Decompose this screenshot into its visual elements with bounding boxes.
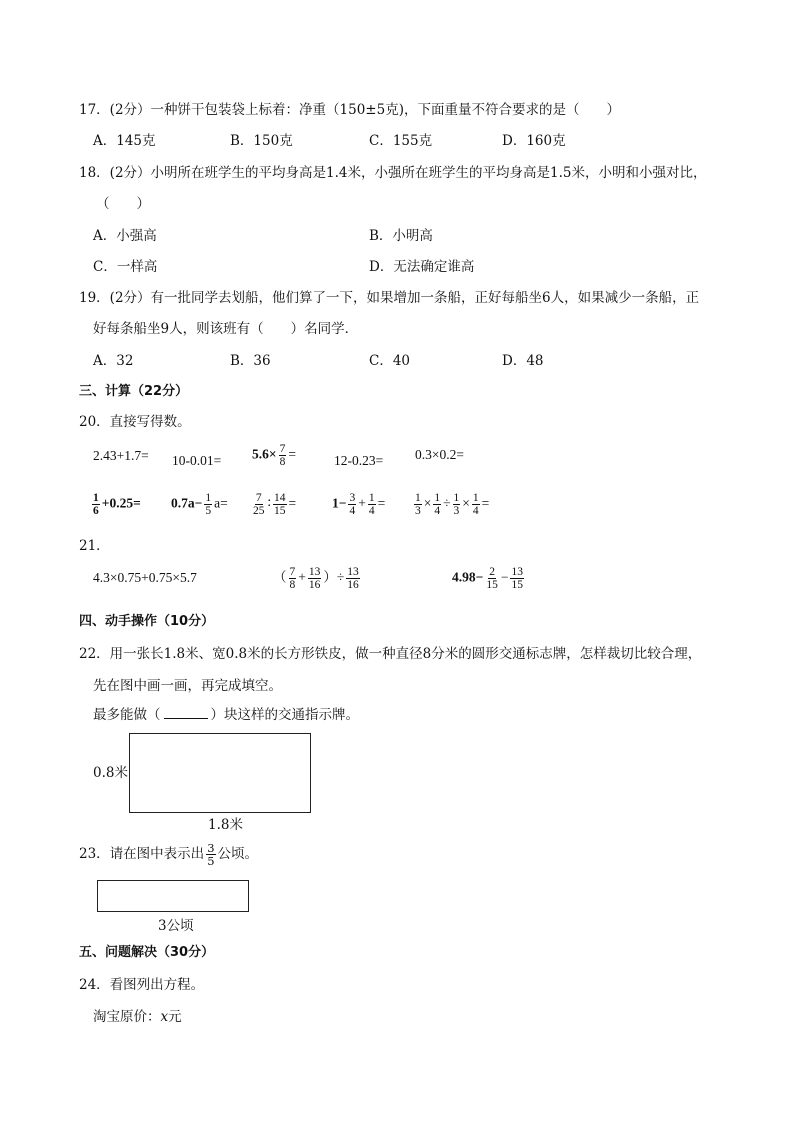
q18-stem: 18．(2分）小明所在班学生的平均身高是1.4米，小强所在班学生的平均身高是1.5米，小明和小强对比， [79, 165, 707, 181]
q20-item-7-prefix: 0.7a− [171, 495, 203, 511]
fraction: $\frac{7}{8}$ [289, 566, 296, 591]
q24-stem: 24．看图列出方程。 [79, 977, 205, 993]
q19-option-d: D．48 [502, 353, 544, 369]
close-paren-divide: ）÷ [323, 569, 345, 585]
equals-sign: = [481, 495, 490, 511]
q17-option-d: D．160克 [502, 133, 566, 149]
q19-option-c: C．40 [369, 353, 411, 369]
q22-stem-line1: 22．用一张长1.8米、宽0.8米的长方形铁皮，做一种直径8分米的圆形交通标志牌，怎样裁切比较合理， [79, 646, 702, 662]
variable-x: x [160, 1009, 169, 1025]
q24-price-prefix: 淘宝原价： [93, 1009, 161, 1025]
equals-sign: = [288, 446, 296, 462]
q23-stem [79, 842, 258, 867]
land-area-label: 3公顷 [158, 918, 194, 934]
q20-stem: 20．直接写得数。 [79, 414, 191, 430]
fraction: $\frac{1}{3}$ [415, 492, 421, 517]
ratio-sign: ∶ [267, 495, 272, 511]
plus-sign: + [358, 495, 366, 511]
q20-item-6-suffix: +0.25= [101, 495, 141, 511]
q21-item-1: 4.3×0.75+0.75×5.7 [93, 570, 197, 585]
fraction: $\frac{1}{4}$ [368, 492, 375, 517]
fraction: $\frac{7}{8}$ [279, 443, 286, 468]
q20-item-7-suffix: a= [214, 495, 228, 511]
q20-item-2: 10-0.01= [172, 453, 222, 468]
fraction: $\frac{7}{25}$ [253, 492, 265, 517]
q18-option-a: A．小强高 [93, 228, 157, 244]
fraction: $\frac{14}{15}$ [274, 492, 286, 517]
plus-sign: + [298, 569, 306, 585]
fraction: $\frac{1}{4}$ [434, 492, 441, 517]
q20-item-1: 2.43+1.7= [93, 448, 149, 463]
fraction: $\frac{1}{3}$ [453, 492, 460, 517]
q18-option-d: D．无法确定谁高 [369, 259, 475, 275]
q21-item-3 [452, 566, 526, 591]
rectangle-length-label: 1.8米 [208, 817, 243, 833]
fraction: $\frac{3}{5}$ [207, 841, 215, 868]
section-title-problem-solving: 五、问题解决（30分） [79, 945, 215, 960]
q22-stem-line2: 先在图中画一画，再完成填空。 [93, 678, 282, 694]
fraction: $\frac{3}{4}$ [349, 492, 356, 517]
q20-item-9 [332, 492, 385, 517]
land-area-rectangle[interactable] [97, 880, 249, 912]
times-sign: × [423, 495, 432, 511]
q21-stem: 21． [79, 538, 110, 554]
fraction: $\frac{1}{5}$ [205, 492, 212, 517]
fraction: $\frac{1}{6}$ [93, 492, 99, 517]
q24-price-label [93, 1008, 182, 1026]
q18-option-b: B．小明高 [369, 228, 433, 244]
q20-item-4: 12-0.23= [334, 453, 384, 468]
divide-sign: ÷ [443, 495, 451, 511]
q21-item-2 [273, 566, 362, 591]
q21-item-3-prefix: 4.98− [452, 569, 484, 585]
equals-sign: = [377, 495, 386, 511]
iron-sheet-rectangle[interactable] [129, 733, 311, 813]
q23-stem-prefix: 23．请在图中表示出 [79, 846, 205, 862]
q18-option-c: C．一样高 [93, 259, 158, 275]
q17-stem: 17．(2分）一种饼干包装袋上标着：净重（150±5克)，下面重量不符合要求的是（ ） [79, 102, 620, 118]
q19-option-a: A．32 [93, 353, 134, 369]
q22-fill-suffix: ）块这样的交通指示牌。 [210, 707, 359, 723]
fraction: $\frac{2}{15}$ [486, 566, 498, 591]
answer-blank[interactable] [164, 706, 208, 719]
fraction: $\frac{13}{15}$ [511, 566, 523, 591]
q20-item-9-prefix: 1− [332, 495, 347, 511]
q22-fill-sentence [93, 706, 359, 724]
q20-item-6 [90, 492, 141, 517]
q20-item-8 [250, 492, 296, 517]
q24-price-unit: 元 [168, 1009, 182, 1025]
section-title-calculation: 三、计算（22分） [79, 384, 189, 399]
times-sign: × [462, 495, 470, 511]
q22-fill-prefix: 最多能做（ [93, 707, 161, 723]
fraction: $\frac{1}{4}$ [472, 492, 479, 517]
q19-stem-line2: 好每条船坐9人，则该班有（ ）名同学． [93, 321, 359, 337]
fraction: $\frac{13}{16}$ [308, 566, 321, 591]
q20-item-3-prefix: 5.6× [252, 446, 277, 462]
q20-item-7 [171, 492, 228, 517]
equals-sign: = [288, 495, 297, 511]
fraction: $\frac{13}{16}$ [347, 566, 359, 591]
q17-option-a: A．145克 [93, 133, 156, 149]
section-title-hands-on: 四、动手操作（10分） [79, 614, 215, 629]
q18-answer-paren: （ ） [96, 196, 150, 212]
q19-stem-line1: 19．(2分）有一批同学去划船，他们算了一下，如果增加一条船，正好每船坐6人，如果减少一条船，正 [79, 290, 700, 306]
q23-stem-suffix: 公顷。 [217, 846, 259, 862]
open-paren: （ [273, 569, 287, 585]
rectangle-width-label: 0.8米 [93, 765, 128, 781]
q17-option-b: B．150克 [230, 133, 293, 149]
q19-option-b: B．36 [230, 353, 271, 369]
q20-item-10 [412, 492, 489, 517]
q20-item-3 [252, 443, 296, 468]
q17-option-c: C．155克 [369, 133, 433, 149]
minus-sign: − [500, 569, 509, 585]
q20-item-5: 0.3×0.2= [415, 447, 464, 462]
